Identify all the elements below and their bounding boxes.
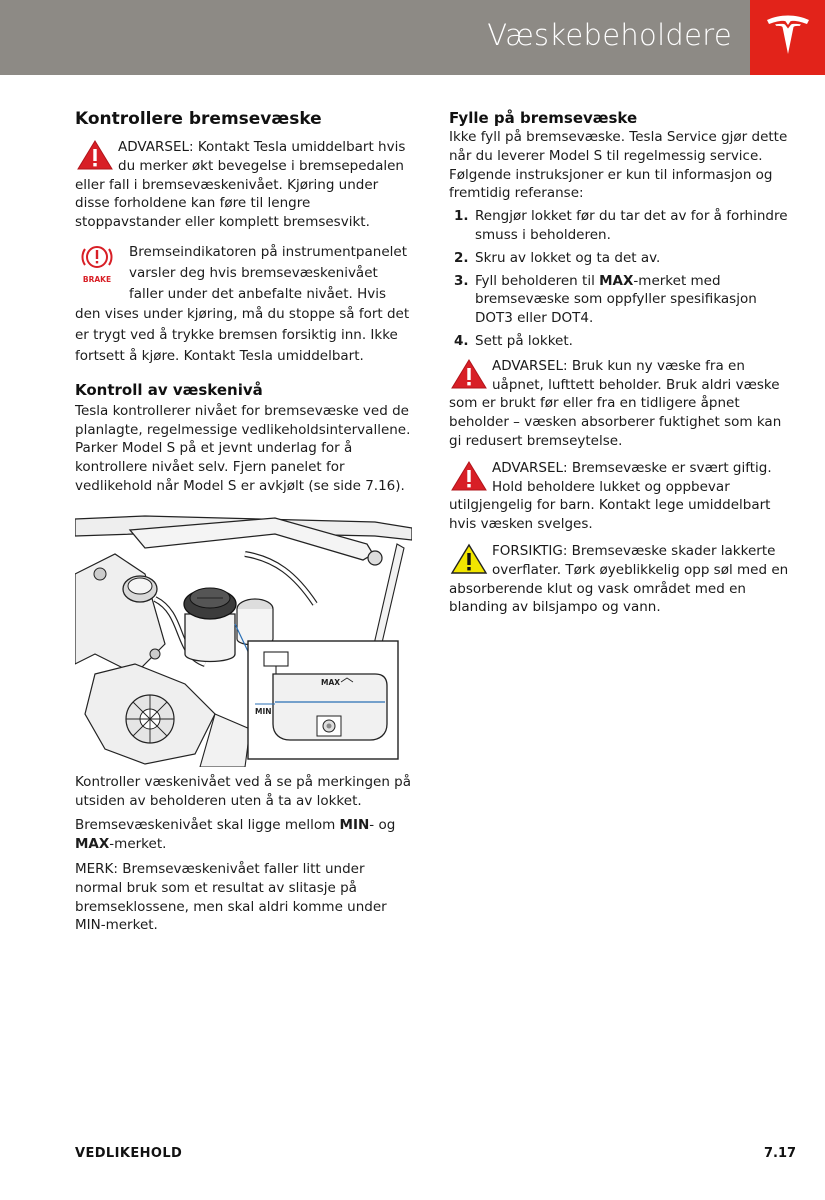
- warning-text-3: ADVARSEL: Bremsevæske er svært giftig. Hold beholdere lukket og oppbevar utilgjengelig for barn. Kontakt lege umiddelbart hvis væsken svelges.: [449, 459, 772, 533]
- figure-max-label: MAX: [321, 677, 341, 687]
- section-heading-fill-brake-fluid: Fylle på bremsevæske: [449, 109, 638, 127]
- list-item: 3. Fyll beholderen til MAX-merket med bremsevæske som oppfyller spesifikasjon DOT3 eller DOT4.: [454, 272, 757, 327]
- caution-triangle-icon: [449, 542, 489, 578]
- warning-triangle-icon: [75, 138, 115, 174]
- caution-text: FORSIKTIG: Bremsevæske skader lakkerte overflater. Tørk øyeblikkelig opp søl med en absorberende klut og vask området med en blanding av bilsjampo og vann.: [449, 542, 789, 616]
- check-level-text: Kontroller væskenivået ved å se på merkingen på utsiden av beholderen uten å ta av lokket.: [75, 773, 412, 809]
- min-mark: MIN: [339, 817, 370, 834]
- brake-icon-label: BRAKE: [82, 274, 112, 284]
- page-title: Væskebeholdere: [487, 18, 732, 52]
- warning-triangle-icon: [449, 357, 489, 393]
- list-item: 2. Skru av lokket og ta det av.: [454, 249, 661, 266]
- max-mark: MAX: [75, 836, 110, 853]
- brake-indicator-block: [75, 241, 412, 366]
- warning-block-1: [75, 138, 412, 232]
- page-number: 7.17: [764, 1146, 797, 1161]
- fill-intro-text: Ikke fyll på bremsevæske. Tesla Service gjør dette når du leverer Model S til regelmessig service. Følgende instruksjoner er kun til informasjon og fremtidig referanse:: [449, 129, 788, 202]
- fluid-level-text: Tesla kontrollerer nivået for bremsevæske ved de planlagte, regelmessige vedlikeholdsintervallene. Parker Model S på et jevnt underlag for å kontrollere nivået selv. Fjern panelet for vedlikehold når Model S er avkjølt (se side 7.16).: [75, 402, 411, 494]
- list-item: 1. Rengjør lokket før du tar det av for å forhindre smuss i beholderen.: [454, 208, 788, 243]
- warning-block-3: [449, 459, 791, 534]
- right-column: [449, 108, 791, 617]
- brand-logo-box: [750, 0, 825, 75]
- section-heading-check-brake-fluid: Kontrollere bremsevæske: [75, 109, 322, 129]
- warning-text-1: ADVARSEL: Kontakt Tesla umiddelbart hvis du merker økt bevegelse i bremsepedalen eller fall i bremsevæskenivået. Kjøring under disse forholdene kan føre til lengre stoppavstander eller komplett bremsesvikt.: [75, 139, 406, 231]
- warning-triangle-icon: [449, 459, 489, 495]
- fill-steps-list: [449, 207, 791, 351]
- tesla-logo-icon: [764, 13, 812, 61]
- warning-text-2: ADVARSEL: Bruk kun ny væske fra en uåpnet, lufttett beholder. Bruk aldri væske som er brukt før eller fra en tidligere åpnet beholder – væsken absorberer fuktighet som kan gi redusert bremseytelse.: [449, 357, 782, 449]
- engine-bay-drawing: [75, 514, 412, 767]
- level-range-text: Bremsevæskenivået skal ligge mellom MIN- og MAX-merket.: [75, 817, 396, 853]
- brake-reservoir-illustration: [75, 514, 412, 767]
- list-item: 4. Sett på lokket.: [454, 332, 573, 349]
- fluid-level-section: [75, 380, 412, 496]
- after-figure-text: [75, 773, 412, 935]
- note-text: MERK: Bremsevæskenivået faller litt under normal bruk som et resultat av slitasje på bremseklossene, men skal aldri komme under MIN-merket.: [75, 860, 387, 934]
- brake-indicator-icon: [75, 241, 125, 291]
- caution-block: [449, 542, 791, 617]
- brake-indicator-text: Bremseindikatoren på instrumentpanelet varsler deg hvis bremsevæskenivået faller under det anbefalte nivået. Hvis den vises under kjøring, må du stoppe så fort det er trygt ved å trykke bremsen forsiktig inn. Ikke fortsett å kjøre. Kontakt Tesla umiddelbart.: [75, 243, 410, 364]
- figure-min-label: MIN: [255, 706, 272, 716]
- footer-section-label: VEDLIKEHOLD: [75, 1146, 183, 1161]
- subheading-fluid-level: Kontroll av væskenivå: [75, 380, 263, 399]
- page-header: [0, 0, 750, 75]
- left-column: [75, 108, 412, 935]
- warning-block-2: [449, 357, 791, 451]
